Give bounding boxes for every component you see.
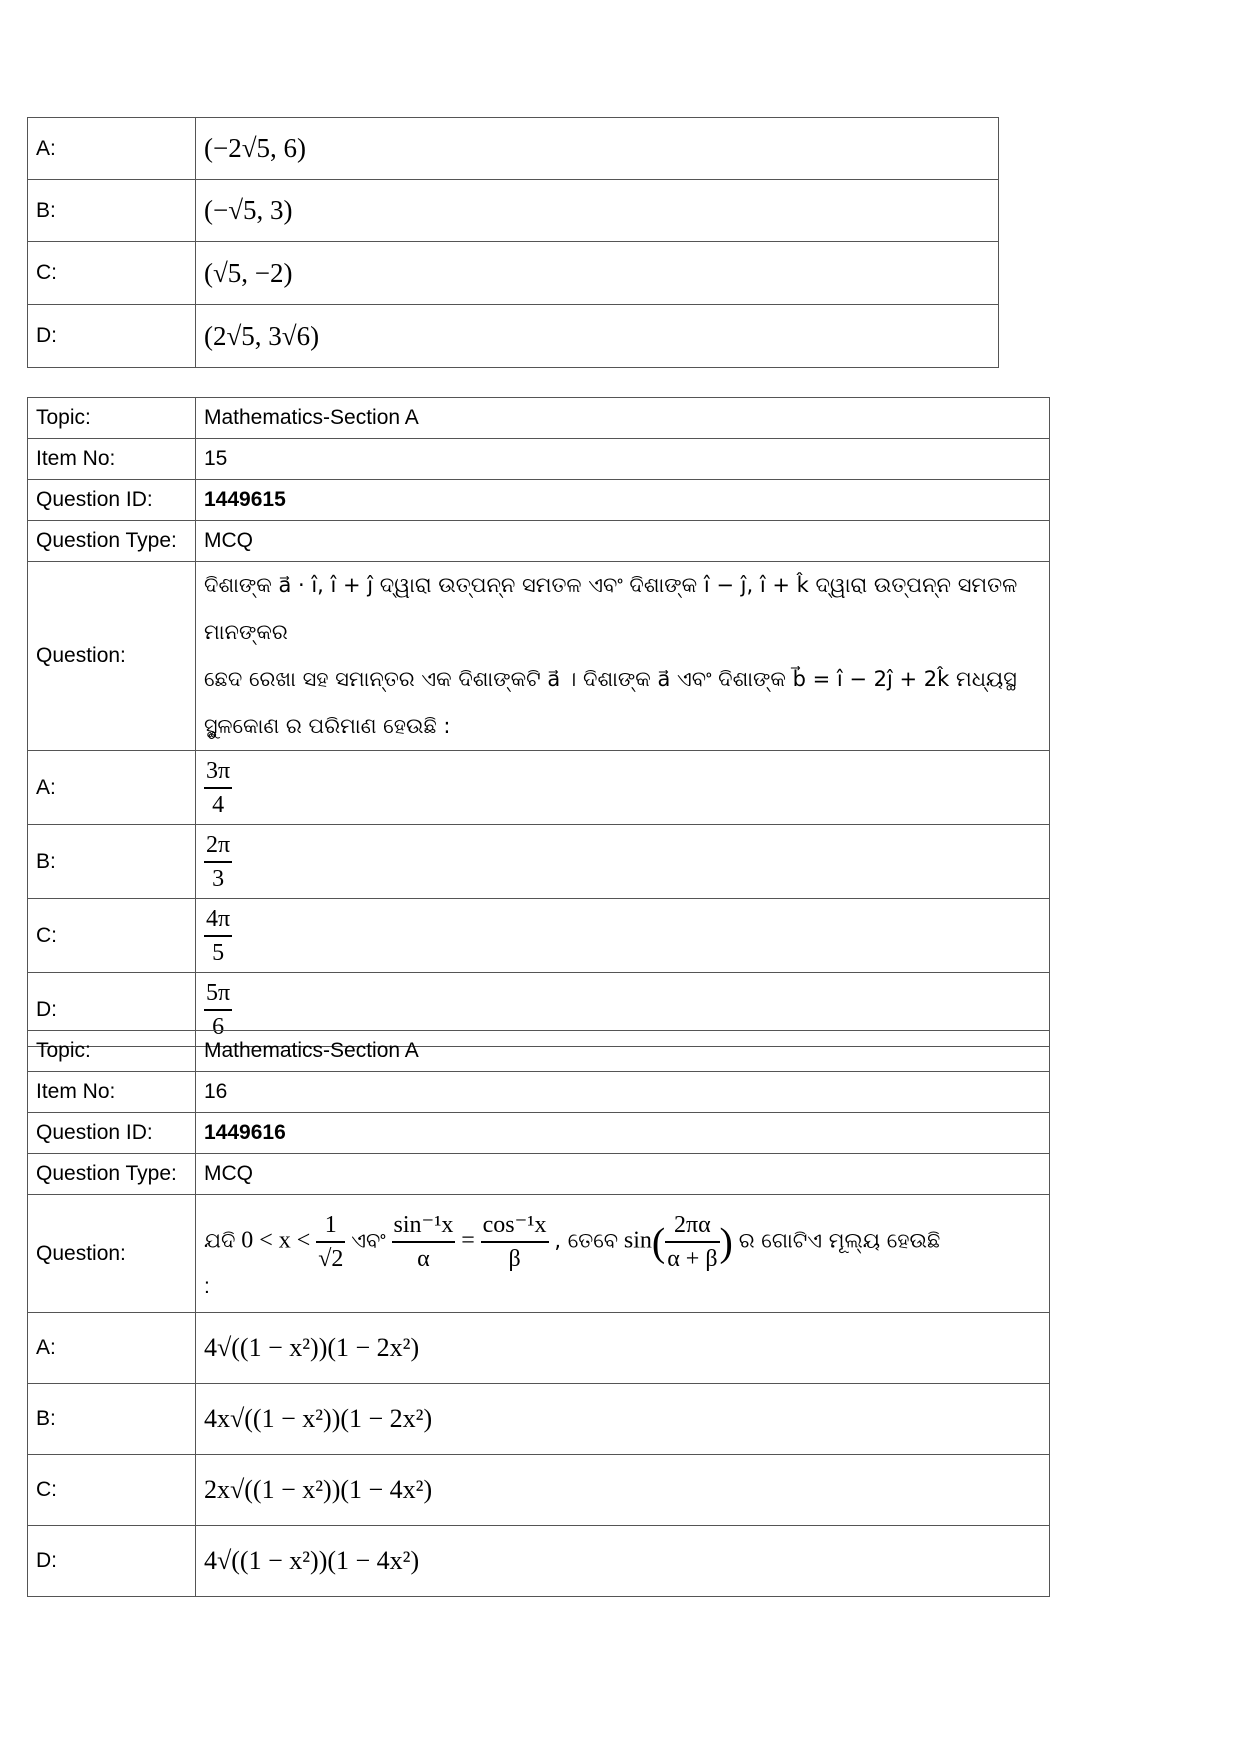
- item-no-label: Item No:: [28, 1072, 196, 1113]
- option-row-c: [28, 1455, 1050, 1526]
- option-label: A:: [28, 1313, 196, 1384]
- option-row-a: [28, 118, 999, 180]
- question-label: Question:: [28, 1195, 196, 1313]
- option-row-d: [28, 1526, 1050, 1597]
- question-id-row: [28, 480, 1050, 521]
- option-value: 4√((1 − x²))(1 − 2x²): [196, 1313, 1050, 1384]
- option-label: D:: [28, 1526, 196, 1597]
- option-value: (√5, −2): [196, 242, 999, 305]
- question-type-value: MCQ: [196, 1154, 1050, 1195]
- fraction: [316, 1209, 345, 1275]
- numerator: sin⁻¹x: [392, 1209, 456, 1243]
- numerator: cos⁻¹x: [481, 1209, 549, 1243]
- question-type-row: [28, 521, 1050, 562]
- denominator: α + β: [667, 1245, 718, 1272]
- denominator: 4: [212, 791, 225, 818]
- option-value: 2x√((1 − x²))(1 − 4x²): [196, 1455, 1050, 1526]
- fraction: [481, 1209, 549, 1275]
- question-id-value: 1449615: [196, 480, 1050, 521]
- equals-sign: =: [461, 1227, 475, 1254]
- numerator: 2π: [204, 829, 232, 863]
- denominator: 6: [212, 1013, 225, 1040]
- option-row-a: [28, 751, 1050, 825]
- item-no-row: [28, 1072, 1050, 1113]
- inequality: 0 < x <: [241, 1227, 311, 1254]
- question-id-row: [28, 1113, 1050, 1154]
- option-row-b: [28, 180, 999, 242]
- options-table-prev: [27, 117, 999, 368]
- question-word: ଯଦି: [204, 1228, 236, 1253]
- question-line: ଛେଦ ରେଖା ସହ ସମାନ୍ତର ଏକ ଦିଶାଙ୍କଟି a⃗ । ଦିଶାଙ୍କ a⃗ ଏବଂ ଦିଶାଙ୍କ b⃗ = î − 2ĵ + 2k̂ ମଧ୍ୟସ୍ଥ: [204, 667, 1017, 691]
- option-label: B:: [28, 1384, 196, 1455]
- option-label: C:: [28, 899, 196, 973]
- topic-value: Mathematics-Section A: [196, 1031, 1050, 1072]
- question-line: ଦିଶାଙ୍କ a⃗ · î, î + ĵ ଦ୍ୱାରା ଉତ୍ପନ୍ନ ସମତଳ ଏବଂ ଦିଶାଙ୍କ î − ĵ, î + k̂ ଦ୍ୱାରା ଉତ୍ପନ୍ନ ସମତଳ ମାନଙ୍କର: [204, 573, 1018, 644]
- question-colon: :: [204, 1274, 210, 1298]
- option-value: [196, 825, 1050, 899]
- item-no-label: Item No:: [28, 439, 196, 480]
- question-row: [28, 562, 1050, 751]
- option-row-b: [28, 1384, 1050, 1455]
- option-value: (2√5, 3√6): [196, 305, 999, 368]
- denominator: 5: [212, 939, 225, 966]
- option-label: A:: [28, 751, 196, 825]
- denominator: 3: [212, 865, 225, 892]
- option-label: D:: [28, 305, 196, 368]
- numerator: 2πα: [665, 1209, 719, 1243]
- option-row-b: [28, 825, 1050, 899]
- option-label: B:: [28, 825, 196, 899]
- item-no-row: [28, 439, 1050, 480]
- question-word: ର ଗୋଟିଏ ମୂଲ୍ୟ ହେଉଛି: [738, 1228, 941, 1253]
- fraction: [392, 1209, 456, 1275]
- fraction: [665, 1209, 719, 1275]
- question-id-value: 1449616: [196, 1113, 1050, 1154]
- question-text: [196, 562, 1050, 751]
- option-row-c: [28, 242, 999, 305]
- question-type-label: Question Type:: [28, 1154, 196, 1195]
- question-type-label: Question Type:: [28, 521, 196, 562]
- option-row-a: [28, 1313, 1050, 1384]
- numerator: 4π: [204, 903, 232, 937]
- option-value: (−√5, 3): [196, 180, 999, 242]
- numerator: 1: [316, 1209, 345, 1243]
- fraction: [204, 755, 232, 821]
- question-row: [28, 1195, 1050, 1313]
- option-value: [196, 899, 1050, 973]
- option-row-c: [28, 899, 1050, 973]
- option-value: 4√((1 − x²))(1 − 4x²): [196, 1526, 1050, 1597]
- topic-row: [28, 1031, 1050, 1072]
- option-value: [196, 751, 1050, 825]
- question-id-label: Question ID:: [28, 1113, 196, 1154]
- fraction: [204, 903, 232, 969]
- question-type-row: [28, 1154, 1050, 1195]
- fraction: [204, 829, 232, 895]
- question-id-label: Question ID:: [28, 480, 196, 521]
- option-label: C:: [28, 242, 196, 305]
- option-label: D:: [28, 973, 196, 1047]
- item-no-value: 16: [196, 1072, 1050, 1113]
- question-table-15: [27, 397, 1050, 1047]
- option-label: A:: [28, 118, 196, 180]
- topic-row: [28, 398, 1050, 439]
- question-label: Question:: [28, 562, 196, 751]
- denominator: √2: [318, 1245, 344, 1272]
- question-type-value: MCQ: [196, 521, 1050, 562]
- denominator: β: [508, 1245, 521, 1272]
- question-word: ଏବଂ: [351, 1228, 386, 1253]
- denominator: α: [417, 1245, 430, 1272]
- numerator: 3π: [204, 755, 232, 789]
- question-text: ଯଦି 0 < x < $\frac{1}{√2}$ ଏବଂ $\frac{\text{sin⁻¹x}}{\alpha}$ = $\frac{\text{cos⁻¹x}}{\beta}$ , ତେବେ sin( $\frac{2\pi\alpha}{\alpha + \beta}$ ) ର ଗୋଟିଏ ମୂଲ୍ୟ ହେଉଛି :: [196, 1195, 1050, 1313]
- option-label: B:: [28, 180, 196, 242]
- question-word: , ତେବେ: [554, 1228, 619, 1253]
- sin-function: sin: [623, 1227, 652, 1254]
- numerator: 5π: [204, 977, 232, 1011]
- option-value: (−2√5, 6): [196, 118, 999, 180]
- question-table-16: [27, 1030, 1050, 1597]
- option-label: C:: [28, 1455, 196, 1526]
- item-no-value: 15: [196, 439, 1050, 480]
- topic-label: Topic:: [28, 1031, 196, 1072]
- question-line: ସ୍ଥୁଳକୋଣ ର ପରିମାଣ ହେଉଛି :: [204, 714, 451, 738]
- topic-value: Mathematics-Section A: [196, 398, 1050, 439]
- option-value: 4x√((1 − x²))(1 − 2x²): [196, 1384, 1050, 1455]
- topic-label: Topic:: [28, 398, 196, 439]
- option-row-d: [28, 305, 999, 368]
